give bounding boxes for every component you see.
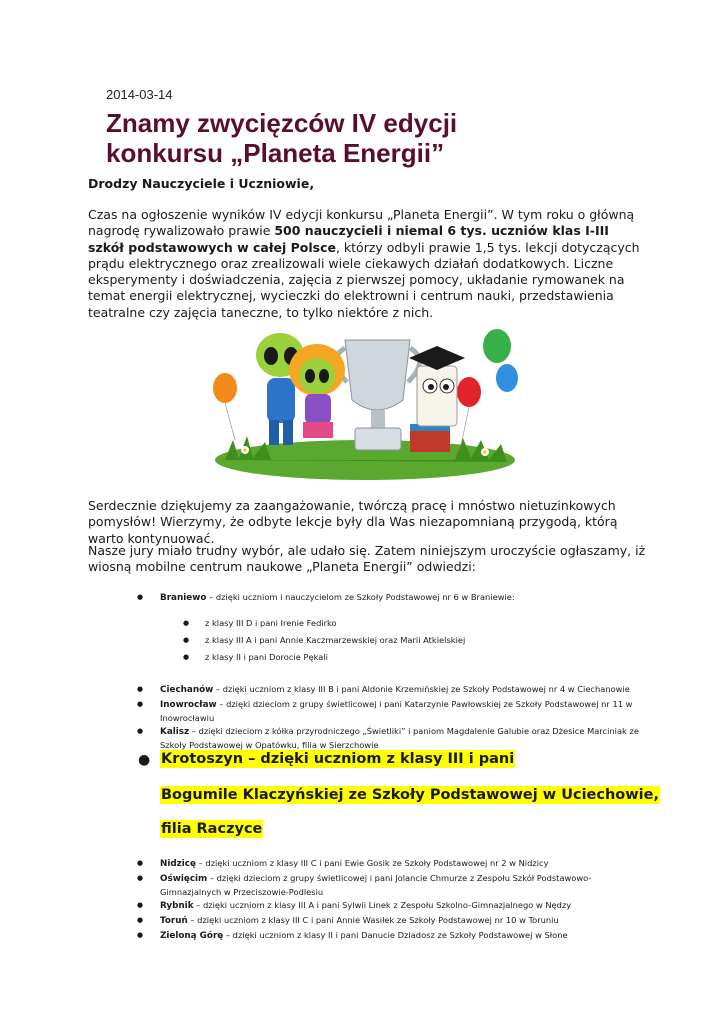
winner-desc: – dzięki dzieciom z grupy świetlicowej i pani Jolancie Chmurze z Zespołu Szkół Podstawowo-	[207, 873, 592, 883]
bullet: ●	[183, 653, 190, 661]
title-line-1: Znamy zwycięzców IV edycji	[106, 108, 458, 138]
winner-name: Kalisz	[160, 727, 190, 737]
sub-item: z klasy II i pani Dorocie Pękali	[205, 652, 328, 662]
contest-illustration	[205, 300, 525, 485]
winner-name: Toruń	[160, 916, 188, 926]
flower	[502, 437, 508, 443]
title-line-2: konkursu „Planeta Energii”	[106, 138, 445, 168]
balloon-red	[457, 377, 481, 407]
bullet: ●	[137, 874, 144, 882]
balloon-blue	[496, 364, 518, 392]
balloon-green	[483, 329, 511, 363]
bullet: ●	[137, 916, 144, 924]
winner-desc: – dzięki uczniom z klasy III A i pani Sylwii Linek z Zespołu Szkolno-Gimnazjalnego w Nędzy	[193, 900, 572, 910]
winner-name: Nidzicę	[160, 859, 196, 869]
winner-krotoszyn-line1: Krotoszyn – dzięki uczniom z klasy III i pani	[161, 751, 515, 767]
winner-kalisz	[160, 725, 639, 752]
bullet: ●	[183, 619, 190, 627]
alien-girl-head	[299, 358, 335, 394]
winner-torun	[160, 914, 559, 928]
winner-krotoszyn-line2: Bogumile Klaczyńskiej ze Szkoły Podstawowej w Uciechowie,	[161, 787, 659, 803]
winner-krotoszyn-line3: filia Raczyce	[161, 821, 263, 837]
winner-desc: – dzięki uczniom z klasy III C i pani Annie Wasiłek ze Szkoły Podstawowej nr 10 w Toruniu	[187, 915, 559, 925]
bullet: ●	[137, 700, 144, 708]
winner-desc-cont: Szkoły Podstawowej w Opatówku, filia w Sierzchowie	[160, 740, 379, 750]
article-title	[106, 108, 626, 168]
trophy-base	[355, 428, 401, 450]
winner-nidzica	[160, 857, 549, 871]
winner-oswiecim	[160, 872, 591, 899]
bullet: ●	[137, 931, 144, 939]
winner-desc-cont: Gimnazjalnych w Przeciszowie-Podlesiu	[160, 887, 324, 897]
balloon-orange	[213, 373, 237, 403]
winner-desc: – dzięki uczniom z klasy III B i pani Aldonie Krzemińskiej ze Szkoły Podstawowej nr 4 w Ciechanowie	[213, 684, 630, 694]
sub-item: z klasy III A i pani Annie Kaczmarzewskiej oraz Marii Atkielskiej	[205, 635, 466, 645]
thanks-paragraph: Serdecznie dziękujemy za zaangażowanie, twórczą pracę i mnóstwo nietuzinkowych pomysłów! Wierzymy, że odbyte lekcje były dla Was niezapomnianą przygodą, którą warto kontynuować.	[88, 498, 618, 546]
sub-item: z klasy III D i pani Irenie Fedirko	[205, 618, 337, 628]
winner-desc-cont: Inowrocławiu	[160, 713, 215, 723]
winner-name: Oświęcim	[160, 874, 208, 884]
book-stack	[410, 430, 450, 452]
winner-name: Zieloną Górę	[160, 931, 224, 941]
intro-bold: 500 nauczycieli i niemal 6 tys. uczniów klas I-III szkół podstawowych w całej Polsce	[88, 223, 609, 255]
winner-desc: – dzięki dzieciom z grupy świetlicowej i pani Katarzynie Pawłowskiej ze Szkoły Podstawowej nr 11 w	[216, 699, 633, 709]
winner-zielona-gora	[160, 929, 568, 943]
jury-paragraph: Nasze jury miało trudny wybór, ale udało się. Zatem niniejszym uroczyście ogłaszamy, iż wiosną mobilne centrum naukowe „Planeta Energii” odwiedzi:	[88, 543, 646, 575]
article-date: 2014-03-14	[106, 87, 173, 102]
bullet: ●	[137, 901, 144, 909]
bullet: ●	[137, 685, 144, 693]
winner-desc: – dzięki dzieciom z kółka przyrodniczego „Świetliki” i paniom Magdalenie Galubie oraz Dżesice Marciniak ze	[189, 726, 639, 736]
trophy-cup	[345, 340, 410, 410]
bullet: ●	[183, 636, 190, 644]
winner-inowroclaw	[160, 698, 632, 725]
intro-text-1: Czas na ogłoszenie wyników IV edycji konkursu „Planeta Energii”. W tym roku o główną nagrodę rywalizowało prawie	[88, 207, 635, 239]
winner-name: Rybnik	[160, 901, 194, 911]
winner-rybnik	[160, 899, 571, 913]
winner-desc: – dzięki uczniom z klasy II i pani Danucie Dziadosz ze Szkoły Podstawowej w Słone	[223, 930, 568, 940]
bullet: ●	[137, 859, 144, 867]
greeting: Drodzy Nauczyciele i Uczniowie,	[88, 176, 315, 191]
winner-desc: – dzięki uczniom z klasy III C i pani Ewie Gosik ze Szkoły Podstawowej nr 2 w Nidzicy	[196, 858, 549, 868]
book-character-body	[417, 366, 457, 426]
winner-ciechanow	[160, 683, 630, 697]
alien-girl-body	[305, 394, 331, 424]
bullet: ●	[137, 593, 144, 601]
alien-green-body	[267, 378, 295, 423]
trophy-stem	[371, 410, 385, 430]
intro-text-2: , którzy odbyli prawie 1,5 tys. lekcji dotyczących prądu elektrycznego oraz zrealizowali wiele ciekawych działań dodatkowych. Liczne eksperymenty i doświadczenia, zajęcia z pierwszej pomocy, układanie rymowanek na temat energii elektrycznej, wycieczki do elektrowni i centrum nauki, przedstawienia teatralne czy zajęcia taneczne, to tylko niektóre z nich.	[88, 239, 640, 320]
bullet: ●	[138, 752, 151, 768]
winner-braniewo	[160, 591, 515, 605]
winner-desc: – dzięki uczniom i nauczycielom ze Szkoły Podstawowej nr 6 w Braniewie:	[206, 592, 515, 602]
bullet: ●	[137, 727, 144, 735]
winner-name: Braniewo	[160, 593, 207, 603]
winner-name: Inowrocław	[160, 700, 217, 710]
winner-name: Ciechanów	[160, 685, 214, 695]
